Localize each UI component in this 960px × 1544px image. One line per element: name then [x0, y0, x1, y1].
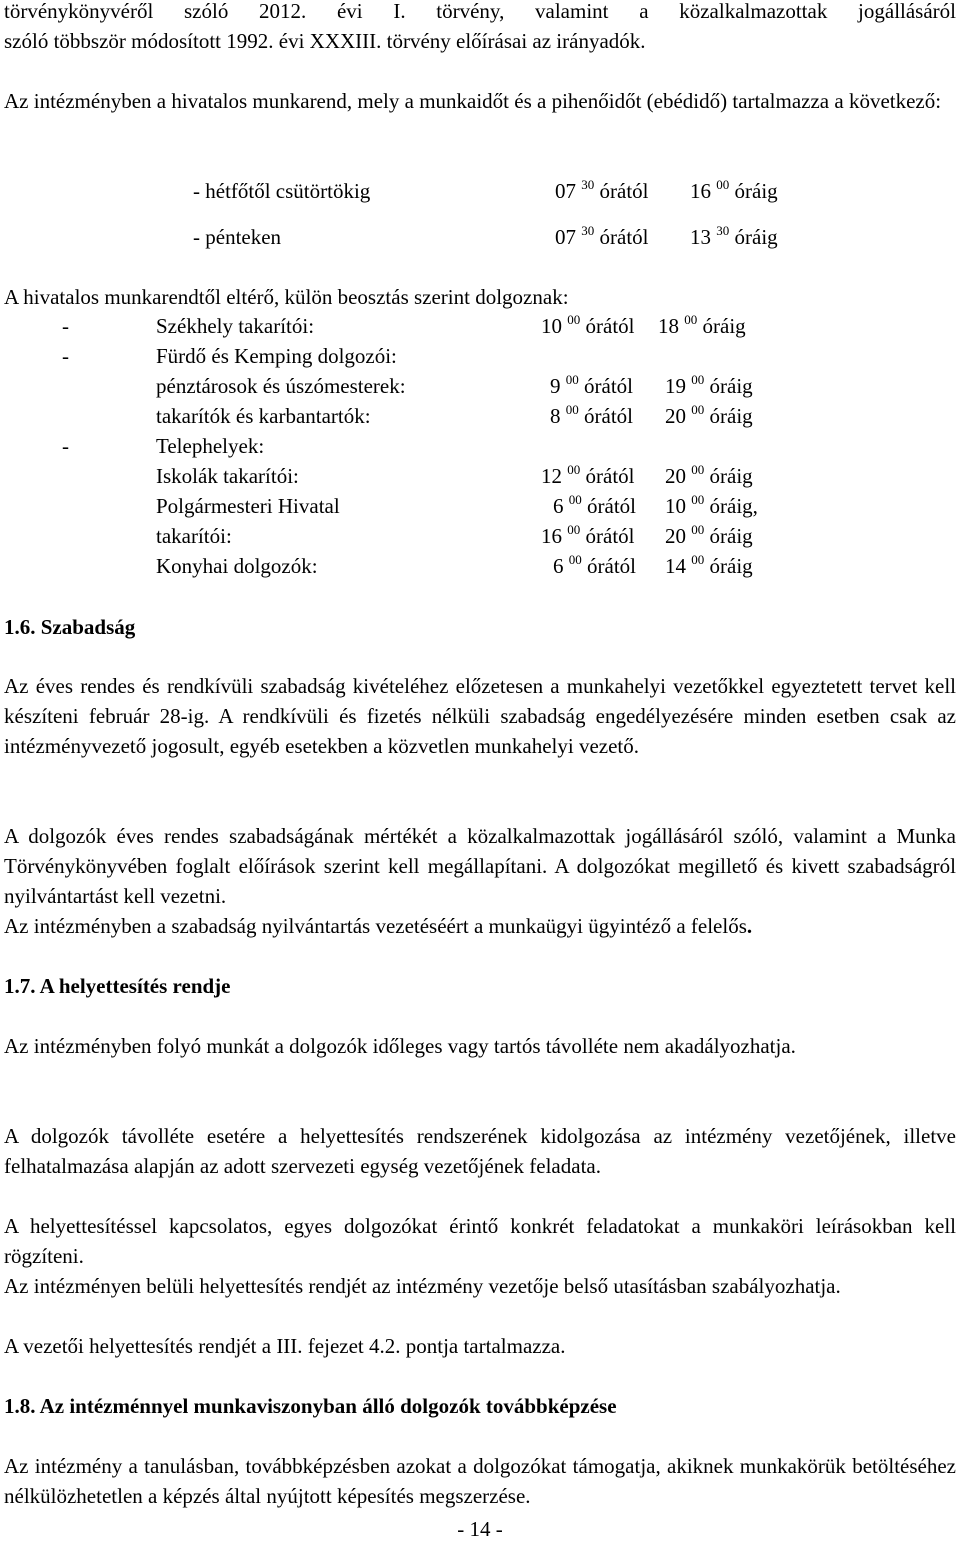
- schedule-row: [0, 311, 960, 341]
- time-from: 6 $^{00}$ órától: [553, 492, 636, 518]
- time-to: 10 $^{00}$ óráig,: [665, 492, 758, 518]
- schedule-group-label: Fürdő és Kemping dolgozói:: [156, 344, 397, 368]
- time-from: 9 $^{00}$ órától: [550, 372, 633, 398]
- list-dash: -: [62, 344, 69, 368]
- list-dash: -: [62, 434, 69, 458]
- page-number: - 14 -: [457, 1517, 503, 1541]
- time-to: 13 $^{30}$ óráig: [690, 223, 778, 249]
- schedule-label: Konyhai dolgozók:: [156, 554, 318, 578]
- time-from: 07 $^{30}$ órától: [555, 223, 649, 249]
- official-hours-row: [0, 222, 960, 252]
- schedule-group-label: Telephelyek:: [156, 434, 265, 458]
- intro-line-1: törvénykönyvéről szóló 2012. évi I. törvény, valamint a közalkalmazottak jogállásáról: [4, 0, 956, 23]
- paragraph: Az intézményen belüli helyettesítés rendjét az intézmény vezetője belső utasításban szabályozhatja.: [4, 1274, 841, 1298]
- schedule-row: [0, 551, 960, 581]
- schedule-label: Iskolák takarítói:: [156, 464, 299, 488]
- paragraph: A dolgozók távolléte esetére a helyettesítés rendszerének kidolgozása az intézmény vezetőjének, illetve felhatalmazása alapján az adott szervezeti egység vezetőjének feladata.: [4, 1124, 956, 1178]
- paragraph: A vezetői helyettesítés rendjét a III. fejezet 4.2. pontja tartalmazza.: [4, 1334, 566, 1358]
- separate-schedule-intro: A hivatalos munkarendtől eltérő, külön beosztás szerint dolgoznak:: [4, 285, 569, 309]
- paragraph: Az éves rendes és rendkívüli szabadság kivételéhez előzetesen a munkahelyi vezetőkkel egyeztetett tervet kell készíteni február 28-ig. A rendkívüli és fizetés nélküli szabadság engedélyezésére minden esetben csak az intézményvezető jogosult, egyéb esetekben a közvetlen munkahelyi vezető.: [4, 674, 956, 758]
- time-from: 6 $^{00}$ órától: [553, 552, 636, 578]
- time-from: 8 $^{00}$ órától: [550, 402, 633, 428]
- time-to: 19 $^{00}$ óráig: [665, 372, 753, 398]
- schedule-row: [0, 491, 960, 521]
- official-hours-row: [0, 176, 960, 206]
- schedule-row: [0, 371, 960, 401]
- schedule-group: [0, 341, 960, 371]
- time-to: 18 $^{00}$ óráig: [658, 312, 746, 338]
- schedule-label: pénztárosok és úszómesterek:: [156, 374, 406, 398]
- section-heading: 1.6. Szabadság: [4, 615, 136, 639]
- time-from: 12 $^{00}$ órától: [541, 462, 635, 488]
- paragraph: Az intézmény a tanulásban, továbbképzésben azokat a dolgozókat támogatja, akiknek munkakörük betöltéséhez nélkülözhetetlen a képzés által nyújtott képesítés megszerzése.: [4, 1454, 956, 1508]
- paragraph: Az intézményben a szabadság nyilvántartás vezetéséért a munkaügyi ügyintéző a felelős.: [4, 914, 753, 938]
- time-to: 20 $^{00}$ óráig: [665, 522, 753, 548]
- time-to: 20 $^{00}$ óráig: [665, 402, 753, 428]
- time-from: 10 $^{00}$ órától: [541, 312, 635, 338]
- day-label: - pénteken: [193, 225, 282, 249]
- paragraph: A helyettesítéssel kapcsolatos, egyes dolgozókat érintő konkrét feladatokat a munkaköri leírásokban kell rögzíteni.: [4, 1214, 956, 1268]
- intro-line-2: szóló többször módosított 1992. évi XXXIII. törvény előírásai az irányadók.: [4, 29, 646, 53]
- schedule-label: takarítói:: [156, 524, 232, 548]
- day-label: - hétfőtől csütörtökig: [193, 179, 371, 203]
- schedule-row: [0, 461, 960, 491]
- schedule-label: takarítók és karbantartók:: [156, 404, 371, 428]
- schedule-label: Székhely takarítói:: [156, 314, 315, 338]
- section-heading: 1.8. Az intézménnyel munkaviszonyban álló dolgozók továbbképzése: [4, 1394, 617, 1418]
- time-from: 16 $^{00}$ órától: [541, 522, 635, 548]
- time-from: 07 $^{30}$ órától: [555, 177, 649, 203]
- schedule-row: [0, 521, 960, 551]
- schedule-group: [0, 431, 960, 461]
- time-to: 14 $^{00}$ óráig: [665, 552, 753, 578]
- time-to: 16 $^{00}$ óráig: [690, 177, 778, 203]
- working-hours-intro: Az intézményben a hivatalos munkarend, mely a munkaidőt és a pihenőidőt (ebédidő) tartalmazza a következő:: [4, 89, 942, 113]
- paragraph: A dolgozók éves rendes szabadságának mértékét a közalkalmazottak jogállásáról szóló, valamint a Munka Törvénykönyvében foglalt előírások szerint kell megállapítani. A dolgozókat megillető és kivett szabadságról nyilvántartást kell vezetni.: [4, 824, 956, 908]
- list-dash: -: [62, 314, 69, 338]
- time-to: 20 $^{00}$ óráig: [665, 462, 753, 488]
- section-heading: 1.7. A helyettesítés rendje: [4, 974, 231, 998]
- schedule-label: Polgármesteri Hivatal: [156, 494, 340, 518]
- schedule-row: [0, 401, 960, 431]
- paragraph: Az intézményben folyó munkát a dolgozók időleges vagy tartós távolléte nem akadályozhatja.: [4, 1034, 796, 1058]
